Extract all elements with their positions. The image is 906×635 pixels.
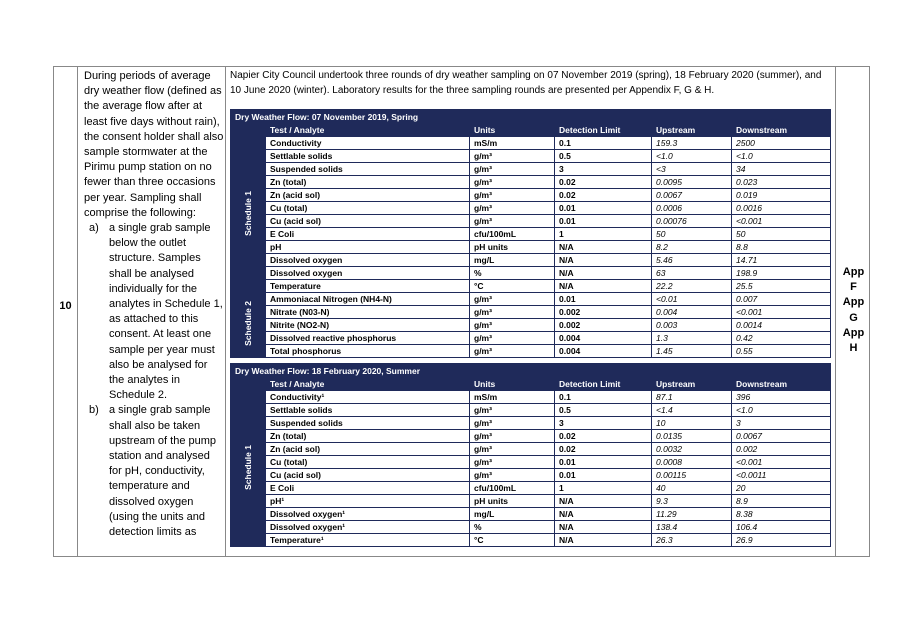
detection-limit-cell: 0.01 (555, 456, 652, 469)
table-row (231, 306, 831, 319)
units-cell: g/m³ (470, 456, 555, 469)
analyte-cell: Temperature¹ (266, 534, 470, 547)
downstream-cell: 0.0016 (732, 202, 831, 215)
analyte-cell: Dissolved oxygen (266, 254, 470, 267)
units-cell: % (470, 521, 555, 534)
units-cell: g/m³ (470, 293, 555, 306)
units-cell: mg/L (470, 254, 555, 267)
analyte-cell: Dissolved oxygen¹ (266, 521, 470, 534)
upstream-cell: 87.1 (652, 391, 732, 404)
analyte-cell: pH¹ (266, 495, 470, 508)
table-row (231, 469, 831, 482)
units-cell: % (470, 267, 555, 280)
downstream-cell: 0.023 (732, 176, 831, 189)
units-cell: cfu/100mL (470, 228, 555, 241)
table-row (231, 521, 831, 534)
upstream-cell: 26.3 (652, 534, 732, 547)
units-cell: pH units (470, 241, 555, 254)
table-row (231, 150, 831, 163)
downstream-cell: 0.0067 (732, 430, 831, 443)
downstream-cell: 396 (732, 391, 831, 404)
column-divider (77, 67, 78, 556)
downstream-cell: 50 (732, 228, 831, 241)
upstream-cell: 10 (652, 417, 732, 430)
units-cell: °C (470, 280, 555, 293)
analyte-cell: Cu (total) (266, 456, 470, 469)
detection-limit-cell: 0.004 (555, 345, 652, 358)
condition-intro: During periods of average dry weather flow (defined as the average flow after at least five days without rain), the consent holder shall also sample stormwater at the Pirimu pump station on no fewer than three occasions per year. Sampling shall comprise the following: (84, 70, 224, 219)
analyte-cell: Suspended solids (266, 163, 470, 176)
table-row (231, 280, 831, 293)
detection-limit-cell: 1 (555, 228, 652, 241)
units-cell: pH units (470, 495, 555, 508)
units-cell: cfu/100mL (470, 482, 555, 495)
analyte-cell: Cu (acid sol) (266, 215, 470, 228)
downstream-cell: 198.9 (732, 267, 831, 280)
upstream-cell: 0.00115 (652, 469, 732, 482)
analyte-cell: E Coli (266, 482, 470, 495)
downstream-cell: 8.9 (732, 495, 831, 508)
upstream-cell: 8.2 (652, 241, 732, 254)
upstream-cell: 40 (652, 482, 732, 495)
units-cell: g/m³ (470, 189, 555, 202)
detection-limit-cell: 0.5 (555, 150, 652, 163)
upstream-cell: 9.3 (652, 495, 732, 508)
table-row (231, 391, 831, 404)
units-cell: g/m³ (470, 163, 555, 176)
compliance-table-row (53, 66, 870, 557)
downstream-cell: 8.8 (732, 241, 831, 254)
analyte-cell: Zn (total) (266, 430, 470, 443)
units-cell: g/m³ (470, 417, 555, 430)
analyte-cell: Settlable solids (266, 404, 470, 417)
downstream-cell: 0.42 (732, 332, 831, 345)
upstream-cell: <1.0 (652, 150, 732, 163)
appendix-reference: App F App G App H (842, 266, 865, 355)
upstream-cell: <1.4 (652, 404, 732, 417)
table-row (231, 508, 831, 521)
units-cell: g/m³ (470, 215, 555, 228)
downstream-cell: <0.001 (732, 215, 831, 228)
table-row (231, 189, 831, 202)
analyte-cell: Conductivity¹ (266, 391, 470, 404)
upstream-cell: 11.29 (652, 508, 732, 521)
downstream-cell: 25.5 (732, 280, 831, 293)
detection-limit-cell: 0.004 (555, 332, 652, 345)
analyte-cell: Nitrite (NO2-N) (266, 319, 470, 332)
analyte-cell: Temperature (266, 280, 470, 293)
detection-limit-cell: 0.02 (555, 176, 652, 189)
units-cell: g/m³ (470, 306, 555, 319)
column-divider (225, 67, 226, 556)
downstream-cell: 34 (732, 163, 831, 176)
detection-limit-cell: 0.02 (555, 430, 652, 443)
results-table-spring (230, 109, 831, 358)
analyte-cell: E Coli (266, 228, 470, 241)
analyte-cell: Cu (acid sol) (266, 469, 470, 482)
units-cell: °C (470, 534, 555, 547)
table-header: Test / Analyte Units Detection Limit Upstream Downstream (231, 378, 831, 391)
condition-item: b) a single grab sample shall also be taken upstream of the pump station and analysed for pH, conductivity, temperature and dissolved oxygen (using the units and detection limits as (89, 404, 217, 539)
table-row (231, 534, 831, 547)
analyte-cell: Settlable solids (266, 150, 470, 163)
detection-limit-cell: 0.02 (555, 189, 652, 202)
table-row (231, 176, 831, 189)
downstream-cell: 26.9 (732, 534, 831, 547)
table-row (231, 404, 831, 417)
downstream-cell: 8.38 (732, 508, 831, 521)
downstream-cell: 106.4 (732, 521, 831, 534)
table-row (231, 254, 831, 267)
downstream-cell: 0.55 (732, 345, 831, 358)
units-cell: g/m³ (470, 469, 555, 482)
table-row (231, 456, 831, 469)
table-row (231, 319, 831, 332)
upstream-cell: 0.003 (652, 319, 732, 332)
downstream-cell: <0.0011 (732, 469, 831, 482)
units-cell: mS/m (470, 137, 555, 150)
upstream-cell: <0.01 (652, 293, 732, 306)
detection-limit-cell: 0.01 (555, 215, 652, 228)
table-row (231, 443, 831, 456)
upstream-cell: 0.0006 (652, 202, 732, 215)
upstream-cell: 138.4 (652, 521, 732, 534)
table-title: Dry Weather Flow: 07 November 2019, Spring (231, 110, 831, 124)
upstream-cell: <3 (652, 163, 732, 176)
row-number: 10 (59, 300, 72, 312)
detection-limit-cell: 3 (555, 163, 652, 176)
downstream-cell: 0.019 (732, 189, 831, 202)
upstream-cell: 0.0095 (652, 176, 732, 189)
table-row (231, 202, 831, 215)
table-row (231, 293, 831, 306)
detection-limit-cell: N/A (555, 267, 652, 280)
detection-limit-cell: 0.5 (555, 404, 652, 417)
upstream-cell: 0.004 (652, 306, 732, 319)
analyte-cell: Nitrate (N03-N) (266, 306, 470, 319)
downstream-cell: <0.001 (732, 306, 831, 319)
units-cell: g/m³ (470, 332, 555, 345)
analyte-cell: Cu (total) (266, 202, 470, 215)
upstream-cell: 0.0135 (652, 430, 732, 443)
detection-limit-cell: 0.002 (555, 319, 652, 332)
downstream-cell: 0.007 (732, 293, 831, 306)
upstream-cell: 1.45 (652, 345, 732, 358)
table-header: Test / Analyte Units Detection Limit Upstream Downstream (231, 124, 831, 137)
units-cell: g/m³ (470, 430, 555, 443)
analyte-cell: Zn (acid sol) (266, 443, 470, 456)
upstream-cell: 50 (652, 228, 732, 241)
upstream-cell: 159.3 (652, 137, 732, 150)
downstream-cell: 20 (732, 482, 831, 495)
table-row (231, 417, 831, 430)
table-row (231, 332, 831, 345)
analyte-cell: Conductivity (266, 137, 470, 150)
detection-limit-cell: 0.01 (555, 293, 652, 306)
detection-limit-cell: 0.002 (555, 306, 652, 319)
downstream-cell: 3 (732, 417, 831, 430)
detection-limit-cell: N/A (555, 495, 652, 508)
upstream-cell: 22.2 (652, 280, 732, 293)
analyte-cell: Zn (acid sol) (266, 189, 470, 202)
units-cell: g/m³ (470, 150, 555, 163)
detection-limit-cell: 0.02 (555, 443, 652, 456)
units-cell: g/m³ (470, 404, 555, 417)
downstream-cell: 14.71 (732, 254, 831, 267)
table-row (231, 267, 831, 280)
analyte-cell: Ammoniacal Nitrogen (NH4-N) (266, 293, 470, 306)
downstream-cell: 0.002 (732, 443, 831, 456)
consent-condition-text (84, 69, 224, 540)
upstream-cell: 63 (652, 267, 732, 280)
units-cell: g/m³ (470, 202, 555, 215)
compliance-intro: Napier City Council undertook three rounds of dry weather sampling on 07 November 2019 (spring), 18 February 2020 (summer), and 10 June 2020 (winter). Laboratory results for the three sampling rounds are presented per Appendix F, G & H. (230, 70, 822, 96)
table-row (231, 241, 831, 254)
upstream-cell: 0.0067 (652, 189, 732, 202)
detection-limit-cell: N/A (555, 521, 652, 534)
condition-item: a) a single grab sample below the outlet structure. Samples shall be analysed individually for the analytes in Schedule 1, as attached to this consent. At least one sample per year must also be analysed for the analytes in Schedule 2. (89, 222, 223, 402)
upstream-cell: 5.46 (652, 254, 732, 267)
analyte-cell: Dissolved oxygen¹ (266, 508, 470, 521)
units-cell: g/m³ (470, 319, 555, 332)
detection-limit-cell: 0.01 (555, 202, 652, 215)
units-cell: mS/m (470, 391, 555, 404)
detection-limit-cell: N/A (555, 280, 652, 293)
analyte-cell: Total phosphorus (266, 345, 470, 358)
analyte-cell: pH (266, 241, 470, 254)
detection-limit-cell: 0.1 (555, 137, 652, 150)
detection-limit-cell: N/A (555, 534, 652, 547)
upstream-cell: 1.3 (652, 332, 732, 345)
condition-list (84, 221, 224, 540)
analyte-cell: Dissolved reactive phosphorus (266, 332, 470, 345)
units-cell: g/m³ (470, 443, 555, 456)
detection-limit-cell: N/A (555, 241, 652, 254)
detection-limit-cell: N/A (555, 508, 652, 521)
downstream-cell: <1.0 (732, 404, 831, 417)
detection-limit-cell: 1 (555, 482, 652, 495)
table-row (231, 163, 831, 176)
analyte-cell: Zn (total) (266, 176, 470, 189)
schedule-label: Schedule 2 (231, 293, 266, 358)
upstream-cell: 0.0032 (652, 443, 732, 456)
units-cell: g/m³ (470, 176, 555, 189)
units-cell: g/m³ (470, 345, 555, 358)
table-row (231, 215, 831, 228)
downstream-cell: <1.0 (732, 150, 831, 163)
table-row (231, 430, 831, 443)
downstream-cell: <0.001 (732, 456, 831, 469)
results-table-summer (230, 363, 831, 547)
detection-limit-cell: 0.1 (555, 391, 652, 404)
detection-limit-cell: 3 (555, 417, 652, 430)
schedule-label: Schedule 1 (231, 137, 266, 293)
units-cell: mg/L (470, 508, 555, 521)
downstream-cell: 0.0014 (732, 319, 831, 332)
downstream-cell: 2500 (732, 137, 831, 150)
table-row (231, 137, 831, 150)
upstream-cell: 0.00076 (652, 215, 732, 228)
table-row (231, 495, 831, 508)
schedule-label: Schedule 1 (231, 391, 266, 547)
analyte-cell: Suspended solids (266, 417, 470, 430)
table-title: Dry Weather Flow: 18 February 2020, Summer (231, 364, 831, 378)
detection-limit-cell: 0.01 (555, 469, 652, 482)
table-row (231, 482, 831, 495)
upstream-cell: 0.0008 (652, 456, 732, 469)
table-row (231, 345, 831, 358)
analyte-cell: Dissolved oxygen (266, 267, 470, 280)
column-divider (835, 67, 836, 556)
table-row (231, 228, 831, 241)
detection-limit-cell: N/A (555, 254, 652, 267)
